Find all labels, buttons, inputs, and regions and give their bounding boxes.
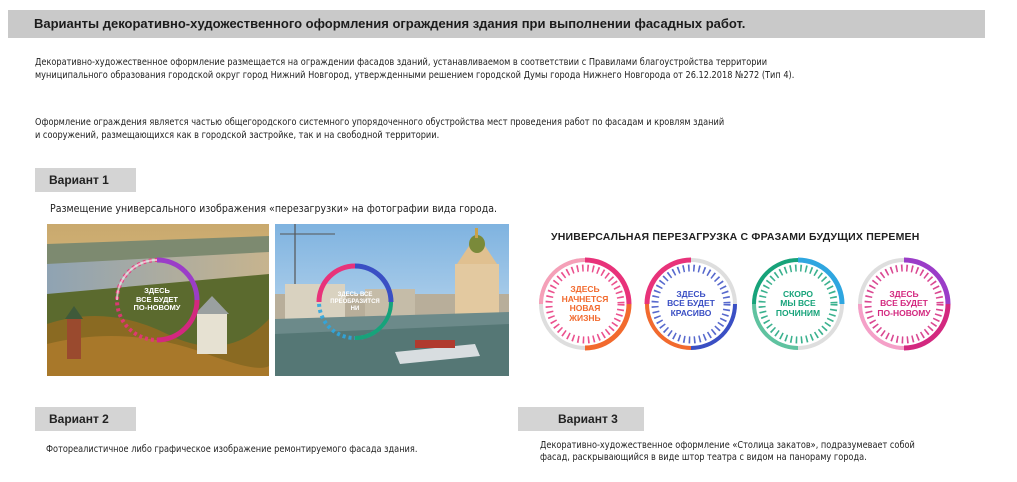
city-photo-cathedral bbox=[275, 224, 509, 376]
intro-line: Декоративно-художественное оформление размещается на ограждении фасадов зданий, устанавливаемом в соответствии с Правилами благоустройства территории bbox=[35, 57, 768, 68]
variant-3-description bbox=[540, 440, 915, 464]
variant-2-description: Фотореалистичное либо графическое изображение ремонтируемого фасада здания. bbox=[46, 444, 418, 455]
intro-paragraph-purpose bbox=[35, 116, 724, 142]
page-title: Варианты декоративно-художественного оформления ограждения здания при выполнении фасадных работ. bbox=[8, 10, 985, 38]
variant-3-line: фасад, раскрывающийся в виде штор театра с видом на панораму города. bbox=[540, 452, 867, 463]
reboot-badge bbox=[751, 257, 845, 351]
city-photo-river-kremlin bbox=[47, 224, 269, 376]
reboot-badge bbox=[538, 257, 632, 351]
variant-3-line: Декоративно-художественное оформление «Столица закатов», подразумевает собой bbox=[540, 440, 915, 451]
badge-2-text: ЗДЕСЬ ВСЕ БУДЕТ КРАСИВО bbox=[667, 288, 715, 318]
badges-panel-title: УНИВЕРСАЛЬНАЯ ПЕРЕЗАГРУЗКА С ФРАЗАМИ БУДУЩИХ ПЕРЕМЕН bbox=[551, 231, 920, 243]
variant-1-description: Размещение универсального изображения «перезагрузки» на фотографии вида города. bbox=[50, 202, 498, 215]
intro-line: муниципального образования городской округ город Нижний Новгород, утвержденными решением городской Думы города Нижнего Новгорода от 26.12.2018 №272 (Тип 4). bbox=[35, 70, 795, 81]
intro-line: и сооружений, размещающихся как в городской застройке, так и на свободной территории. bbox=[35, 130, 440, 141]
intro-line: Оформление ограждения является частью общегородского системного упорядоченного обустройства мест проведения работ по фасадам и кровлям зданий bbox=[35, 117, 725, 128]
photo-1-slogan: ЗДЕСЬ ВСЕ БУДЕТ ПО-НОВОМУ bbox=[133, 286, 181, 313]
photo-2-slogan: ЗДЕСЬ ВСЕ ПРЕОБРАЗИТСЯ НИ bbox=[330, 291, 380, 312]
badge-4-text: ЗДЕСЬ ВСЕ БУДЕТ ПО-НОВОМУ bbox=[877, 288, 931, 318]
badge-3-text: СКОРО МЫ ВСЕ ПОЧИНИМ bbox=[775, 288, 821, 318]
intro-paragraph-rules bbox=[35, 56, 794, 82]
variant-1-label: Вариант 1 bbox=[35, 168, 136, 192]
badge-1-text: ЗДЕСЬ НАЧНЕТСЯ НОВАЯ ЖИЗНЬ bbox=[561, 284, 609, 323]
reboot-badge bbox=[857, 257, 951, 351]
reboot-badge bbox=[644, 257, 738, 351]
variant-3-label: Вариант 3 bbox=[518, 407, 644, 431]
variant-2-label: Вариант 2 bbox=[35, 407, 136, 431]
